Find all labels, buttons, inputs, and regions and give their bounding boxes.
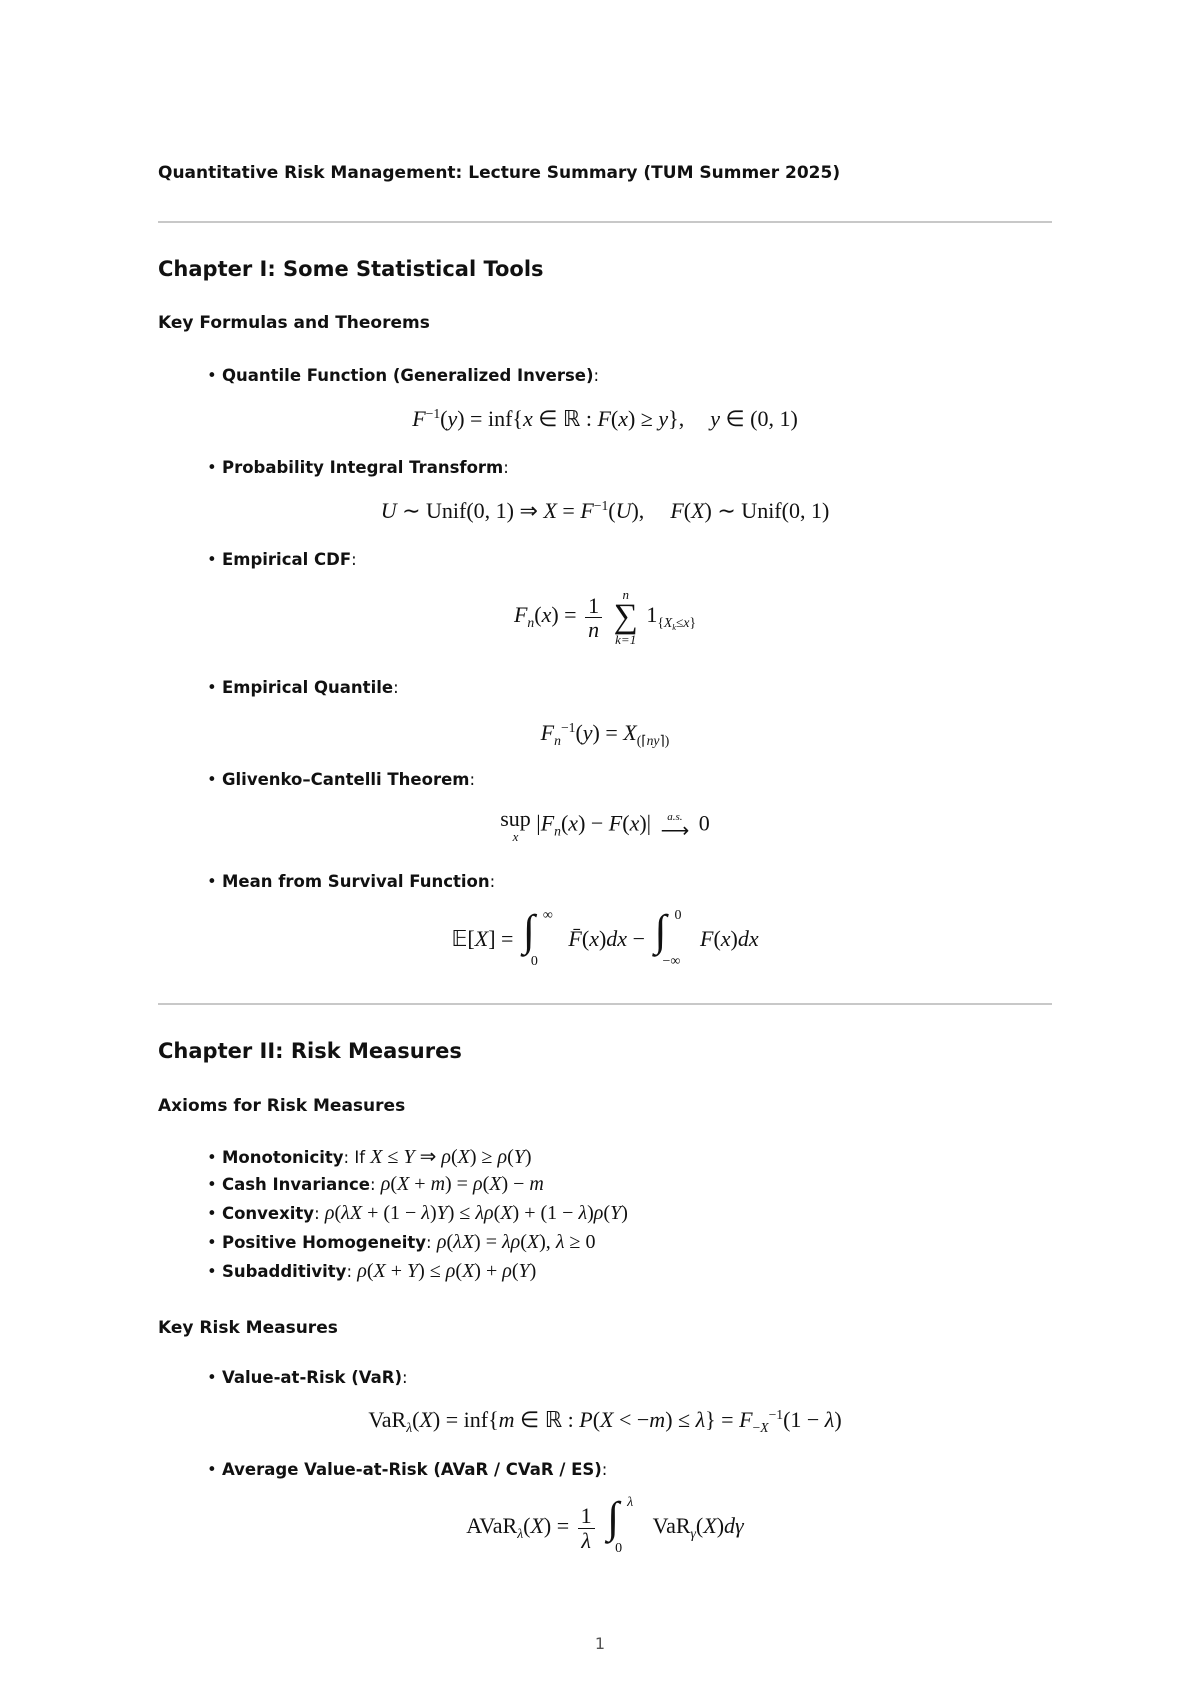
bullet-probability-integral-transform: • Probability Integral Transform:	[207, 458, 509, 477]
axioms-heading: Axioms for Risk Measures	[158, 1096, 406, 1116]
equation-probability-integral-transform: U ∼ Unif(0, 1) ⇒ $X = F^{-1}(U)$, F(X) ∼ Unif(0, 1)	[380, 497, 830, 523]
divider	[158, 1003, 1052, 1005]
chapter-1-heading: Chapter I: Some Statistical Tools	[158, 257, 544, 281]
equation-avar: AVaR$_\lambda$(X) = $\frac{1}{\lambda}$ ∫ λ 0 VaR$_\gamma$(X)dγ	[466, 1493, 744, 1556]
equation-glivenko-cantelli: sup x $|F_n(x) - F(x)|$ a.s. ⟶ 0	[500, 806, 710, 844]
bullet-label: Glivenko–Cantelli Theorem	[221, 770, 470, 789]
bullet-marker: •	[207, 550, 217, 569]
bullet-marker: •	[207, 678, 217, 697]
bullet-empirical-cdf: • Empirical CDF:	[207, 550, 357, 569]
bullet-label: Empirical Quantile	[221, 678, 394, 697]
divider	[158, 221, 1052, 223]
bullet-quantile-function: • Quantile Function (Generalized Inverse):	[207, 366, 600, 385]
key-risk-measures-heading: Key Risk Measures	[158, 1318, 338, 1338]
bullet-marker: •	[207, 1262, 217, 1281]
equation-empirical-cdf: $F_n(x)$ = $\frac{1}{n}$ n ∑ k=1 $1_{\{X_k\le x\}}$	[513, 587, 697, 648]
bullet-label: Convexity	[221, 1204, 315, 1223]
equation-mean-survival: 𝔼[X] = ∫ ∞ 0 F̄(x)dx − ∫ 0 −∞ F(x)dx	[451, 906, 759, 969]
key-formulas-heading: Key Formulas and Theorems	[158, 313, 430, 333]
bullet-glivenko-cantelli: • Glivenko–Cantelli Theorem:	[207, 770, 476, 789]
bullet-label: Average Value-at-Risk (AVaR / CVaR / ES)	[221, 1460, 602, 1479]
bullet-label: Monotonicity	[221, 1148, 344, 1167]
bullet-label: Mean from Survival Function	[221, 872, 490, 891]
bullet-empirical-quantile: • Empirical Quantile:	[207, 678, 399, 697]
bullet-marker: •	[207, 1233, 217, 1252]
bullet-label: Empirical CDF	[221, 550, 352, 569]
chapter-2-heading: Chapter II: Risk Measures	[158, 1039, 462, 1063]
bullet-label: Cash Invariance	[221, 1175, 370, 1194]
bullet-subadditivity: • Subadditivity: ρ(X + Y) ≤ ρ(X) + ρ(Y)	[207, 1260, 537, 1282]
bullet-marker: •	[207, 1175, 217, 1194]
bullet-marker: •	[207, 1204, 217, 1223]
equation-quantile-function: $F^{-1}(y) = inf\{x$ ∈ ℝ : F(x) ≥ y}, y ∈ (0, 1)	[412, 405, 798, 431]
equation-empirical-quantile: $F_n^{-1}(y) = X_{(⌈ny⌉)}$	[540, 719, 670, 748]
bullet-positive-homogeneity: • Positive Homogeneity: ρ(λX) = λρ(X), λ ≥ 0	[207, 1231, 596, 1253]
bullet-marker: •	[207, 770, 217, 789]
bullet-convexity: • Convexity: ρ(λX + (1 − λ)Y) ≤ λρ(X) + (1 − λ)ρ(Y)	[207, 1202, 628, 1224]
bullet-avar: • Average Value-at-Risk (AVaR / CVaR / ES):	[207, 1460, 608, 1479]
bullet-label: Value-at-Risk (VaR)	[221, 1368, 402, 1387]
page-number: 1	[594, 1634, 606, 1653]
bullet-monotonicity: • Monotonicity: If X ≤ Y ⇒ ρ(X) ≥ ρ(Y)	[207, 1146, 532, 1168]
bullet-cash-invariance: • Cash Invariance: ρ(X + m) = ρ(X) − m	[207, 1173, 544, 1195]
bullet-label: Quantile Function (Generalized Inverse)	[221, 366, 594, 385]
bullet-mean-survival: • Mean from Survival Function:	[207, 872, 496, 891]
bullet-marker: •	[207, 872, 217, 891]
bullet-marker: •	[207, 1460, 217, 1479]
equation-var: VaR$_\lambda$(X) = inf{m ∈ ℝ : $P(X < -m) \le \lambda\} = F_{-X}^{-1}(1 - \lambda)$	[368, 1406, 842, 1435]
bullet-marker: •	[207, 366, 217, 385]
bullet-label: Probability Integral Transform	[221, 458, 504, 477]
bullet-marker: •	[207, 1148, 217, 1167]
bullet-label: Subadditivity	[221, 1262, 347, 1281]
document-title: Quantitative Risk Management: Lecture Summary (TUM Summer 2025)	[158, 163, 841, 183]
bullet-label: Positive Homogeneity	[221, 1233, 427, 1252]
bullet-var: • Value-at-Risk (VaR):	[207, 1368, 408, 1387]
bullet-marker: •	[207, 458, 217, 477]
bullet-marker: •	[207, 1368, 217, 1387]
